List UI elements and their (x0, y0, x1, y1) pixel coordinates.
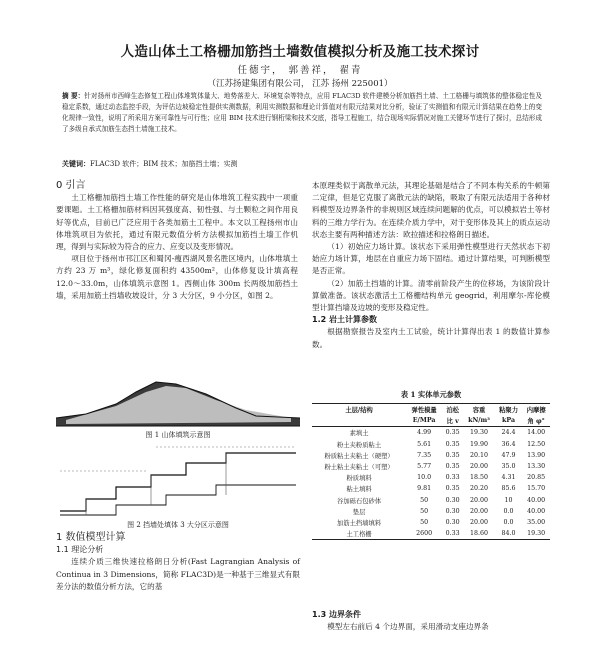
table1-header-cell: 角 φ° (522, 415, 550, 427)
section1-3-paragraph: 模型左右前后 4 个边界面，采用滑动支座边界条 (327, 622, 489, 632)
table-cell: 50 (420, 507, 429, 515)
intro-heading: 0 引言 (56, 180, 86, 191)
table-row (312, 483, 550, 494)
table1-header-cell: E/MPa (406, 415, 442, 427)
left-column-bottom (56, 532, 300, 593)
table-cell: 0.35 (445, 440, 460, 448)
intro-paragraph-2: 项目位于扬州市邗江区和蜀冈-瘦西湖风景名胜区境内，山体堆填土方约 23 万 m³，绿化修复面积约 43500m²，山体修复设计填高程 12.0～33.0m，山体填筑示意图 1。西侧山体 300m 长两级加筋挡土墙，采用加筋土挡墙收坡设计，分 3 大分区，9 小分区，如图 2。 (56, 254, 298, 300)
table-row (312, 472, 550, 483)
table-cell: 9.81 (417, 485, 432, 493)
table1-header-cell: 弹性模量 (406, 404, 442, 416)
table-cell: 粉质填料 (346, 475, 372, 483)
fig2-background (56, 441, 300, 517)
table-cell: 4.31 (501, 474, 516, 482)
paper-affiliation: （江苏扬建集团有限公司， 江苏 扬州 225001） (207, 79, 393, 89)
table1-body (312, 427, 550, 540)
keywords-text: FLAC3D 软件；BIM 技术；加筋挡土墙；实测 (90, 160, 238, 168)
left-column-top (56, 180, 298, 302)
table-cell: 土工格栅 (312, 528, 406, 540)
table1-header-cell: 比 v (442, 415, 463, 427)
table-cell: 14.00 (527, 429, 546, 437)
table-cell: 0.35 (445, 485, 460, 493)
fig2-caption: 图 2 挡墙处填体 3 大分区示意图 (127, 521, 229, 529)
section1-1-paragraph: 连续介质三维快速拉格朗日分析(Fast Lagrangian Analysis of Continua in 3 Dimensions，简称 FLAC3D)是一种基于三维显式有限差分法的数值分析方法，它的基 (56, 557, 300, 591)
table-cell: 35.0 (501, 463, 516, 471)
table1-header-cell: 内摩擦 (522, 404, 550, 416)
table1-header-row-top (312, 404, 550, 416)
table-cell: 加筋土挡墙填料 (337, 519, 382, 527)
table-cell: 0.30 (445, 518, 460, 526)
table1-header-cell: 泊松 (442, 404, 463, 416)
table1-caption: 表 1 实体单元参数 (400, 390, 462, 399)
table-cell: 10.0 (417, 474, 432, 482)
table-cell: 20.85 (527, 474, 546, 482)
table-cell: 0.0 (503, 507, 514, 515)
table1-header-row-bottom (312, 415, 550, 427)
table-cell: 粉土夹粉质粘土 (337, 441, 382, 449)
table-row (312, 439, 550, 450)
table-cell: 素填土 (349, 430, 369, 438)
table-row (312, 461, 550, 472)
table-cell: 50 (420, 518, 429, 526)
table1-header-cell: kN/m³ (463, 415, 495, 427)
table-cell: 20.20 (469, 485, 489, 493)
table-cell: 19.30 (469, 429, 489, 437)
right-paragraph-2: （1）初始应力场计算。该状态下采用弹性模型进行天然状态下初始应力场计算，地层在自重应力场下固结。通过计算结果，可判断模型是否正常。 (312, 242, 550, 276)
table-cell: 15.70 (527, 485, 546, 493)
table-cell: 谷加砾石包砂体 (337, 497, 382, 505)
section1-2-paragraph: 根据勘察报告及室内土工试验，统计计算得出表 1 的数值计算参数。 (312, 327, 550, 349)
table-cell: 20.10 (469, 451, 489, 459)
table-cell: 50 (420, 496, 429, 504)
table-cell: 12.50 (527, 440, 546, 448)
table-cell: 粉土粘土夹粘土（可塑） (324, 464, 394, 472)
table1-header-cell (312, 415, 406, 427)
table-cell: 36.4 (501, 440, 516, 448)
table-cell: 19.30 (522, 528, 550, 540)
table-cell: 35.00 (527, 518, 546, 526)
section1-heading: 1 数值模型计算 (56, 532, 126, 543)
table-row (312, 450, 550, 461)
paper-authors: 任德宇， 郭善祥， 翟青 (237, 65, 363, 76)
abstract-label: 摘 要： (62, 92, 85, 100)
table-cell: 5.77 (417, 463, 432, 471)
table-cell: 20.00 (469, 507, 489, 515)
table-cell: 47.9 (501, 451, 516, 459)
table1-header-cell: 粘聚力 (495, 404, 523, 416)
keywords-label: 关键词： (62, 160, 90, 168)
table-cell: 18.60 (463, 528, 495, 540)
fig1-cross-section (56, 378, 300, 428)
table-cell: 40.00 (527, 507, 546, 515)
table-cell: 0.33 (445, 474, 460, 482)
table-cell: 20.00 (469, 463, 489, 471)
right-paragraph-3: （2）加筋土挡墙的计算。清零前阶段产生的位移场，为该阶段计算做准备。该状态激活土工格栅结构单元 geogrid，利用摩尔-库伦模型计算挡墙及边坡的变形及稳定性。 (312, 278, 550, 313)
right-column-bottom (312, 609, 550, 633)
table-cell: 19.90 (469, 440, 489, 448)
fig2-zone-diagram (56, 441, 300, 517)
table-cell: 0.35 (445, 451, 460, 459)
table1-header-cell: 土层/结构 (312, 404, 406, 416)
table-row (312, 517, 550, 528)
table-cell: 粉质粘土夹粘土（硬塑） (324, 452, 394, 460)
table-cell: 0.0 (503, 518, 514, 526)
table-cell: 10 (504, 496, 513, 504)
table-cell: 4.99 (417, 429, 432, 437)
table-cell: 13.30 (527, 463, 546, 471)
table-cell: 40.00 (527, 496, 546, 504)
table-row (312, 506, 550, 517)
table-cell: 5.61 (417, 440, 432, 448)
table-row (312, 528, 550, 540)
table-cell: 20.00 (469, 518, 489, 526)
table1-header-cell: 容重 (463, 404, 495, 416)
table1-header-cell: kPa (495, 415, 523, 427)
keywords (62, 159, 542, 169)
abstract-text: 针对扬州市西峰生态修复工程山体堆筑体量大、地势落差大、环境复杂等特点，应用 FLAC3D 软件建模分析加筋挡土墙、土工格栅与填筑体的整体稳定性及稳定系数，通过动态监控手段，为评估边坡稳定性提供实测数据，利用实测数据和理论计算值对有限元结果对比分析，验证了实测值和有限元计算结果在趋势上的变化规律一致性，说明了所采用方案可靠性与可行性；应用 BIM 技术进行钢桁梁和技术交底，指导工程施工，结合现场实际情况对施工关键环节进行了探讨，总结形成了多级自承式加筋生态挡土墙施工技术。 (62, 92, 542, 133)
table-cell: 85.6 (501, 485, 516, 493)
fig1-caption: 图 1 山体填筑示意图 (145, 431, 211, 439)
table-cell: 18.50 (469, 474, 489, 482)
table-cell: 84.0 (495, 528, 523, 540)
table-cell: 0.35 (445, 429, 460, 437)
table-cell: 0.30 (445, 507, 460, 515)
table1 (312, 403, 550, 540)
section1-3-heading: 1.3 边界条件 (312, 610, 361, 619)
table1-wrapper (312, 390, 550, 540)
right-column-top (312, 180, 550, 351)
table-cell: 0.30 (445, 496, 460, 504)
section1-2-heading: 1.2 岩土计算参数 (312, 315, 377, 325)
section1-1-heading: 1.1 理论分析 (56, 545, 104, 555)
table-cell: 垫层 (352, 508, 366, 516)
table-cell: 0.35 (445, 463, 460, 471)
abstract (62, 91, 542, 135)
table-cell: 粘土填料 (346, 486, 372, 494)
right-paragraph-1: 本原理类似于离散单元法，其理论基础是结合了不同本构关系的牛顿第二定律，但是它克服了离散元法的缺陷，吸取了有限元法适用于各种材料模型及边界条件的非规则区域连续问题解的优点，可以模拟岩土等材料的三维力学行为。在连续介质力学中，对于变形体及其上的质点运动状态主要有两种描述方法：欧拉描述和拉格朗日描述。 (312, 181, 550, 239)
table-cell: 7.35 (417, 451, 432, 459)
table-cell: 0.33 (442, 528, 463, 540)
table-row (312, 495, 550, 506)
intro-paragraph-1: 土工格栅加筋挡土墙工作性能的研究是山体堆筑工程实践中一项重要课题。土工格栅加筋材料因其强度高、韧性强、与土颗粒之间作用良好等优点，目前已广泛应用于各类加筋土工程中。本文以工程扬州市山体堆筑项目为依托，通过有限元数值分析方法模拟加筋挡土墙工作机理，得到与实际较为符合的应力、应变以及变形情况。 (56, 193, 298, 252)
table-row (312, 427, 550, 439)
table-cell: 24.4 (501, 429, 516, 437)
fig1-core-zone (66, 386, 291, 424)
table-cell: 2600 (406, 528, 442, 540)
table-cell: 20.00 (469, 496, 489, 504)
paper-title: 人造山体土工格栅加筋挡土墙数值模拟分析及施工技术探讨 (120, 44, 480, 60)
table-cell: 13.90 (527, 451, 546, 459)
